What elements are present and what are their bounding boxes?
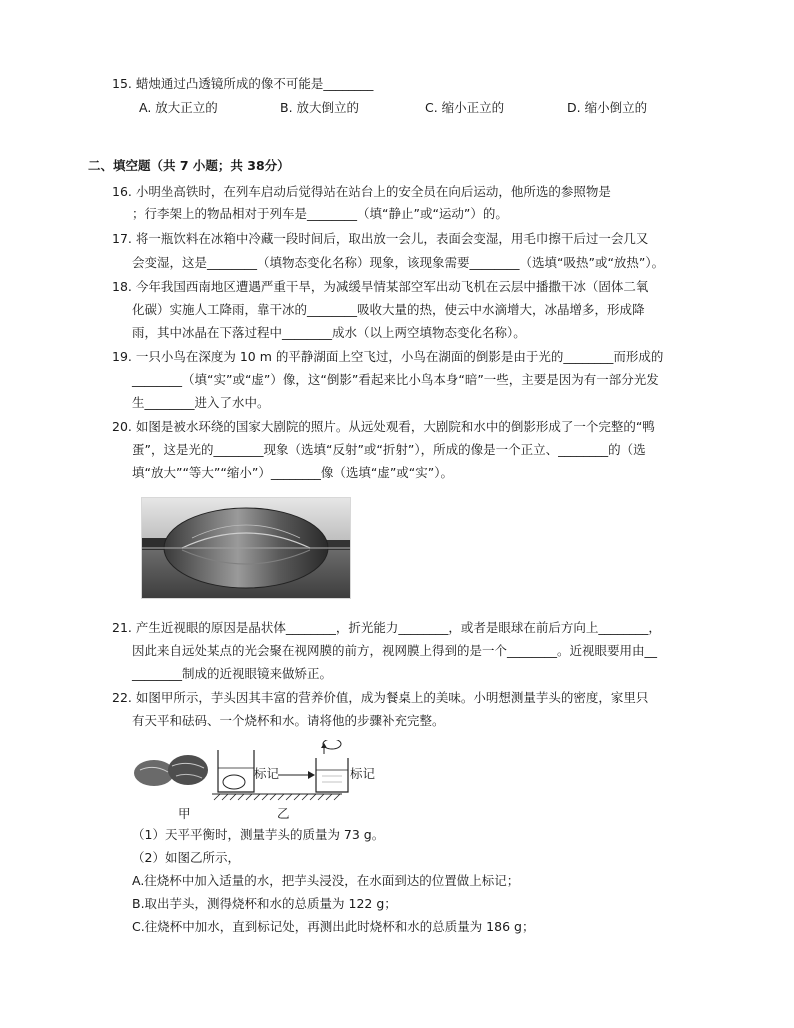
question-20-line-1: 20. 如图是被水环绕的国家大剧院的照片。从远处观看，大剧院和水中的倒影形成了一个完整的“鸭 <box>112 419 655 434</box>
question-19-line-2: ________（填“实”或“虚”）像，这“倒影”看起来比小鸟本身“暗”一些，主要是因为有一部分光发 <box>132 372 659 387</box>
caption-yi: 乙 <box>277 806 290 821</box>
step-1: （1）天平平衡时，测量芋头的质量为 73 g。 <box>132 827 385 842</box>
taro-experiment-figure <box>132 740 392 820</box>
question-19-line-3: 生________进入了水中。 <box>132 395 270 410</box>
grand-theatre-photo <box>141 497 351 599</box>
question-21-line-3: ________制成的近视眼镜来做矫正。 <box>132 666 333 681</box>
question-21-line-1: 21. 产生近视眼的原因是晶状体________，折光能力________，或者是眼球在前后方向上________， <box>112 620 661 635</box>
question-21-line-2: 因此来自远处某点的光会聚在视网膜的前方，视网膜上得到的是一个________。近视眼要用由__ <box>132 643 658 658</box>
question-18-line-1: 18. 今年我国西南地区遭遇严重干旱，为减缓旱情某部空军出动飞机在云层中播撒干冰（固体二氧 <box>112 279 649 294</box>
step-2b: B.取出芋头，测得烧杯和水的总质量为 122 g； <box>132 896 397 911</box>
question-16-line-2: ；行李架上的物品相对于列车是________（填“静止”或“运动”）的。 <box>132 206 508 221</box>
question-16-line-1: 16. 小明坐高铁时，在列车启动后觉得站在站台上的安全员在向后运动，他所选的参照物是 <box>112 184 611 199</box>
question-18-line-3: 雨，其中冰晶在下落过程中________成水（以上两空填物态变化名称）。 <box>132 325 526 340</box>
question-15-stem: 15. 蜡烛通过凸透镜所成的像不可能是________ <box>112 76 374 91</box>
taro-illustration <box>134 755 208 786</box>
beaker-refilled <box>316 740 348 792</box>
step-2a: A.往烧杯中加入适量的水，把芋头浸没，在水面到达的位置做上标记； <box>132 873 520 888</box>
question-19-line-1: 19. 一只小鸟在深度为 10 m 的平静湖面上空飞过，小鸟在湖面的倒影是由于光的________而形成的 <box>112 349 664 364</box>
table-hatching <box>212 794 342 800</box>
option-a: A. 放大正立的 <box>139 100 218 115</box>
option-c: C. 缩小正立的 <box>425 100 505 115</box>
caption-jia: 甲 <box>178 806 191 821</box>
beaker-with-taro <box>218 750 254 792</box>
option-b: B. 放大倒立的 <box>280 100 360 115</box>
question-20-line-2: 蛋”，这是光的________现象（选填“反射”或“折射”），所成的像是一个正立、________的（选 <box>132 442 646 457</box>
step-2c: C.往烧杯中加水，直到标记处，再测出此时烧杯和水的总质量为 186 g； <box>132 919 535 934</box>
option-d: D. 缩小倒立的 <box>567 100 648 115</box>
question-22-line-1: 22. 如图甲所示，芋头因其丰富的营养价值，成为餐桌上的美味。小明想测量芋头的密度，家里只 <box>112 690 649 705</box>
section-2-title: 二、填空题（共 7 小题；共 38分） <box>88 158 290 173</box>
step-2: （2）如图乙所示， <box>132 850 240 865</box>
question-18-line-2: 化碳）实施人工降雨，靠干冰的________吸收大量的热，使云中水滴增大，冰晶增多，形成降 <box>132 302 645 317</box>
question-17-line-2: 会变湿，这是________（填物态变化名称）现象，该现象需要________（选填“吸热”或“放热”）。 <box>132 255 665 270</box>
question-20-line-3: 填“放大”“等大”“缩小”）________像（选填“虚”或“实”）。 <box>132 465 454 480</box>
question-17-line-1: 17. 将一瓶饮料在冰箱中冷藏一段时间后，取出放一会儿，表面会变湿，用毛巾擦干后过一会几又 <box>112 231 649 246</box>
mark-label-1: 标记 <box>254 766 280 781</box>
question-22-line-2: 有天平和砝码、一个烧杯和水。请将他的步骤补充完整。 <box>132 713 445 728</box>
mark-label-2: 标记 <box>350 766 376 781</box>
